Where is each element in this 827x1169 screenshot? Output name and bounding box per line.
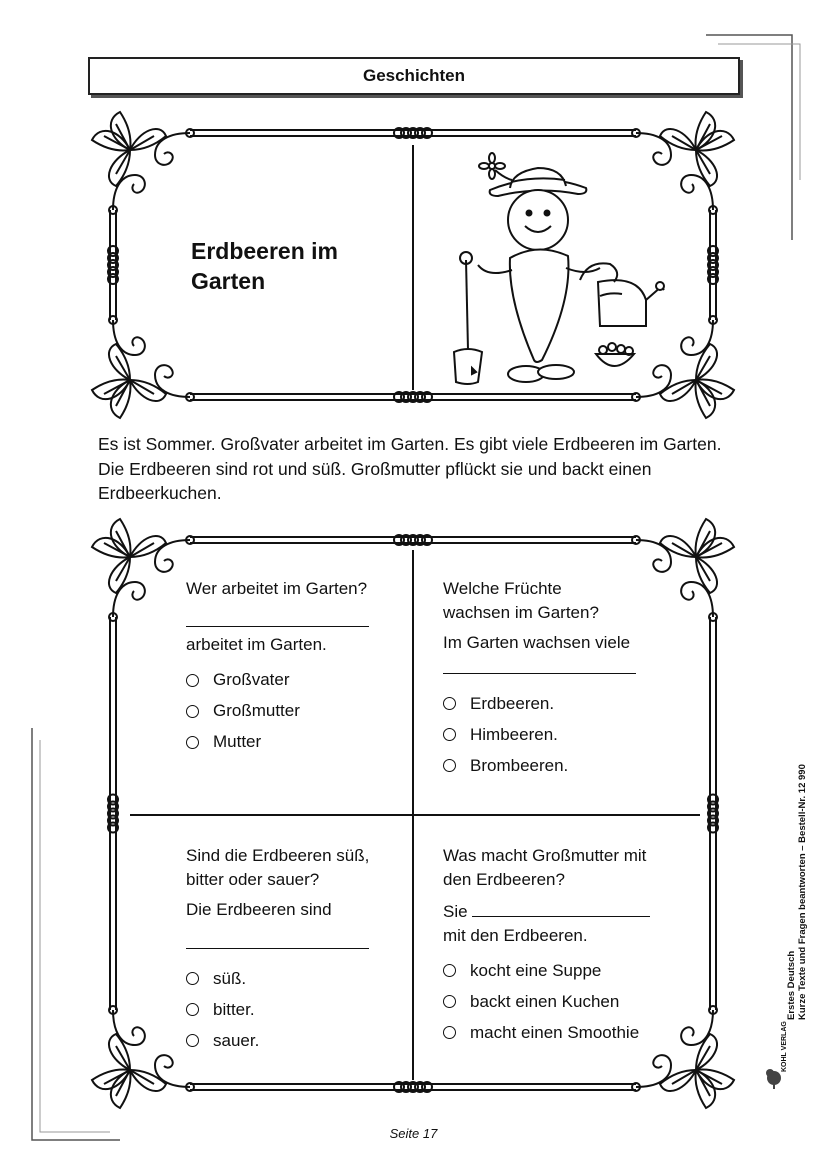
answer-3-prefix: Die Erdbeeren sind [186,900,332,919]
corner-ornament-icon [92,112,194,214]
option-3-c[interactable]: sauer. [186,1029,406,1052]
answer-blank-2[interactable] [443,655,636,674]
question-4-line1: Was macht Großmutter mit [443,846,647,865]
side-imprint [786,764,808,1020]
radio-circle-icon[interactable] [443,759,456,772]
side-order-number: Kurze Texte und Fragen beantworten – Bestell-Nr. 12 990 [797,764,808,1020]
corner-ornament-icon [92,1006,194,1108]
corner-ornament-icon [92,519,194,621]
answer-2-prefix: Im Garten wachsen viele [443,633,631,652]
option-2-c[interactable]: Brombeeren. [443,754,683,777]
question-4-line2: den Erdbeeren? [443,869,565,889]
option-4-b[interactable]: backt einen Kuchen [443,990,688,1013]
side-series-title: Erstes Deutsch [786,950,797,1020]
question-3-line2: bitter oder sauer? [186,869,320,889]
radio-circle-icon[interactable] [443,995,456,1008]
question-1 [186,577,401,754]
radio-circle-icon[interactable] [186,736,199,749]
flower-icon [479,153,512,180]
radio-circle-icon[interactable] [186,1034,199,1047]
answer-blank-3[interactable] [186,930,369,949]
question-3-line1: Sind die Erdbeeren süß, [186,846,370,865]
story-text: Es ist Sommer. Großvater arbeitet im Garten. Es gibt viele Erdbeeren im Garten. Die Erdbeeren sind rot und süß. Großmutter pflückt sie und backt einen Erdbeerkuchen. [98,434,722,503]
radio-circle-icon[interactable] [186,674,199,687]
question-2-line2: wachsen im Garten? [443,602,599,622]
question-2-line1: Welche Früchte [443,579,562,598]
answer-4-prefix: Sie [443,902,468,921]
story-title-line2: Garten [191,268,266,294]
option-1-c[interactable]: Mutter [186,731,401,754]
answer-4-suffix: mit den Erdbeeren. [443,925,588,945]
story-title-line1: Erdbeeren im [191,238,338,264]
option-1-b[interactable]: Großmutter [186,700,401,723]
gardener-illustration [438,150,668,390]
corner-ornament-icon [92,316,194,418]
radio-circle-icon[interactable] [186,705,199,718]
question-1-text: Wer arbeitet im Garten? [186,579,368,598]
option-4-c[interactable]: macht einen Smoothie [443,1021,688,1044]
answer-1-suffix: arbeitet im Garten. [186,635,327,654]
radio-circle-icon[interactable] [186,1003,199,1016]
question-2 [443,577,683,777]
option-1-a[interactable]: Großvater [186,669,401,692]
question-3 [186,844,406,1052]
option-3-b[interactable]: bitter. [186,998,406,1021]
option-3-a[interactable]: süß. [186,967,406,990]
radio-circle-icon[interactable] [186,972,199,985]
page-number: Seite 17 [389,1126,438,1141]
radio-circle-icon[interactable] [443,728,456,741]
answer-blank-4[interactable] [472,898,650,917]
answer-blank-1[interactable] [186,608,369,627]
radio-circle-icon[interactable] [443,1026,456,1039]
option-2-b[interactable]: Himbeeren. [443,723,683,746]
option-2-a[interactable]: Erdbeeren. [443,692,683,715]
option-4-a[interactable]: kocht eine Suppe [443,959,688,982]
publisher-name: KOHL VERLAG [781,1021,788,1072]
section-title: Geschichten [362,66,466,85]
radio-circle-icon[interactable] [443,697,456,710]
radio-circle-icon[interactable] [443,964,456,977]
question-4 [443,844,688,1044]
story-title [191,236,391,296]
